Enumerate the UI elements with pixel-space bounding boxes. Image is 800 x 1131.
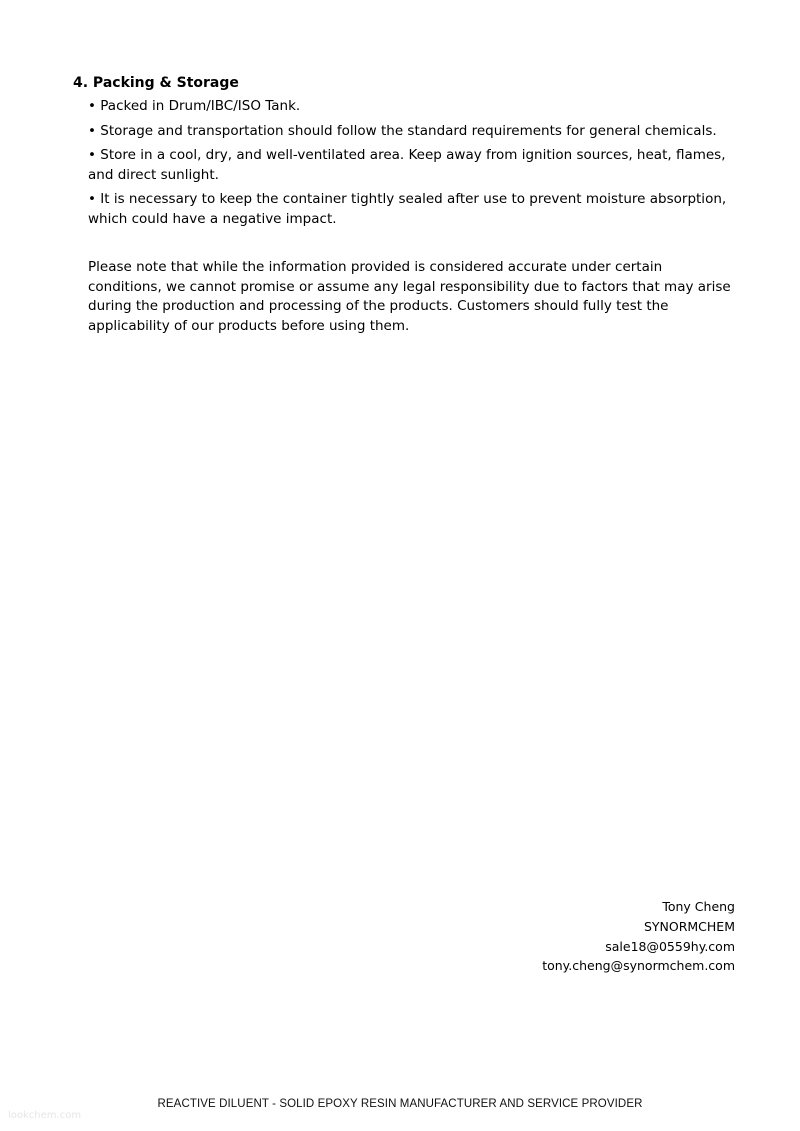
list-item: • Packed in Drum/IBC/ISO Tank. [88,97,738,117]
list-item: • It is necessary to keep the container tightly sealed after use to prevent moisture absorption, which could have a negative impact. [88,190,738,229]
list-item: • Storage and transportation should follow the standard requirements for general chemicals. [88,122,738,142]
signature-email-personal: tony.cheng@synormchem.com [542,958,735,974]
signature-email-sales: sale18@0559hy.com [605,938,735,954]
signature-name: Tony Cheng [662,899,735,914]
disclaimer-paragraph: Please note that while the information provided is considered accurate under certain conditions, we cannot promise or assume any legal responsibility due to factors that may arise during the production and processing of the products. Customers should fully test the applicability of our products before using them. [88,259,731,334]
signature-company: SYNORMCHEM [643,918,735,934]
signature-block [542,897,735,976]
list-item: • Store in a cool, dry, and well-ventilated area. Keep away from ignition sources, heat, flames, and direct sunlight. [88,146,738,185]
section-heading: 4. Packing & Storage [73,75,239,91]
watermark: lookchem.com [8,1110,82,1121]
page-footer: REACTIVE DILUENT - SOLID EPOXY RESIN MANUFACTURER AND SERVICE PROVIDER [157,1098,643,1110]
packing-storage-list [88,97,738,234]
